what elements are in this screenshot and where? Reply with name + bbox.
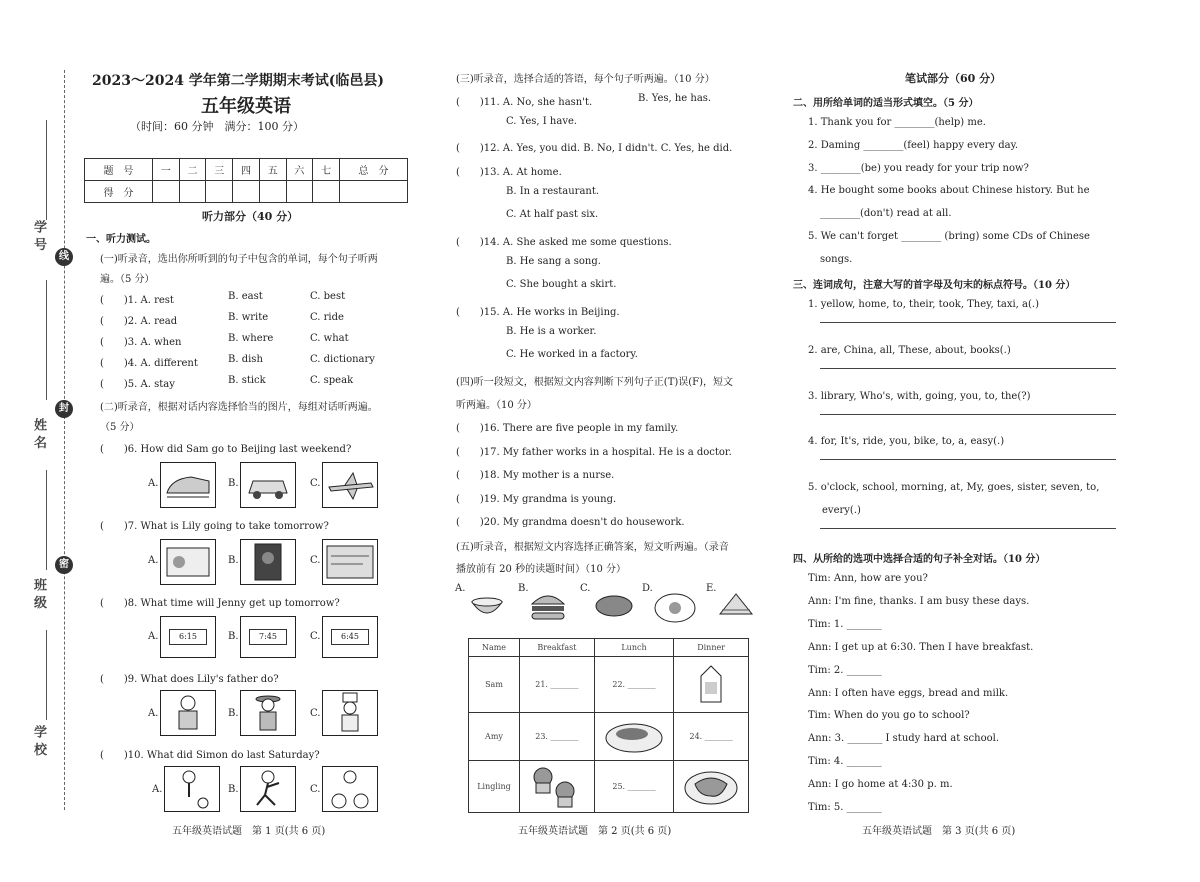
blank-25[interactable]: 25. _______ <box>594 761 673 813</box>
score-head: 三 <box>206 159 233 181</box>
q15-a: ( )15. A. He works in Beijing. <box>456 307 620 318</box>
farmer-picture[interactable] <box>240 690 296 736</box>
score-head: 七 <box>313 159 340 181</box>
q14-c: C. She bought a skirt. <box>506 279 617 290</box>
part5-instruction: (五)听录音，根据短文内容选择正确答案，短文听两遍。（录音 <box>456 542 729 553</box>
q5: ( )5. A. stay <box>100 379 175 390</box>
score-cell[interactable] <box>340 181 408 203</box>
blank-21[interactable]: 21. _______ <box>520 657 595 713</box>
dialog-line: Ann: 3. _______ I study hard at school. <box>808 733 1000 744</box>
running-picture[interactable] <box>240 766 296 812</box>
q5-b: B. stick <box>228 375 266 386</box>
score-cell[interactable] <box>206 181 233 203</box>
q1-c: C. best <box>310 291 346 302</box>
q9: ( )9. What does Lily's father do? <box>100 674 279 685</box>
answer-line-4[interactable] <box>820 459 1116 460</box>
q16: ( )16. There are five people in my family. <box>456 423 679 434</box>
meal-name: Lingling <box>469 761 520 813</box>
q7: ( )7. What is Lily going to take tomorrow? <box>100 521 329 532</box>
hamburger-picture[interactable] <box>528 588 568 624</box>
chicken-picture[interactable] <box>592 588 636 622</box>
clock-c[interactable] <box>322 616 378 658</box>
fill-1: 1. Thank you for ________(help) me. <box>808 117 986 128</box>
q20: ( )20. My grandma doesn't do housework. <box>456 517 685 528</box>
part5-instruction-2: 播放前有 20 秒的读题时间）（10 分） <box>456 564 626 575</box>
q3: ( )3. A. when <box>100 337 182 348</box>
fill-5: 5. We can't forget ________ (bring) some CDs of Chinese <box>808 231 1090 242</box>
fill-5-cont: songs. <box>820 254 853 265</box>
seal-feng: 封 <box>55 400 73 418</box>
binding-dashed-line <box>64 70 65 810</box>
score-cell[interactable] <box>286 181 313 203</box>
dialog-line: Ann: I'm fine, thanks. I am busy these days. <box>808 596 1030 607</box>
milk-cell <box>674 657 749 713</box>
clock-a-time: 6:15 <box>169 629 207 645</box>
option-b: B. <box>228 708 239 719</box>
fill-4: 4. He bought some books about Chinese history. But he <box>808 185 1090 196</box>
part4-instruction: (四)听一段短文，根据短文内容判断下列句子正(T)误(F)，短文 <box>456 377 734 388</box>
q11-b: B. Yes, he has. <box>638 93 712 104</box>
food-option-a-label: A. <box>455 583 466 594</box>
section3-title: 三、连词成句，注意大写的首字母及句末的标点符号。（10 分） <box>793 280 1076 291</box>
meal-table <box>468 638 749 813</box>
dialog-line: Tim: 5. _______ <box>808 802 882 813</box>
meal-head: Breakfast <box>520 639 595 657</box>
score-cell[interactable] <box>259 181 286 203</box>
option-b: B. <box>228 784 239 795</box>
dialog-line: Tim: 1. _______ <box>808 619 882 630</box>
q5-c: C. speak <box>310 375 354 386</box>
sandwich-picture[interactable] <box>716 588 756 622</box>
noodles-picture[interactable] <box>468 588 506 624</box>
meal-head: Lunch <box>594 639 673 657</box>
q11-a: ( )11. A. No, she hasn't. <box>456 97 593 108</box>
answer-line-3[interactable] <box>820 414 1116 415</box>
margin-line <box>46 630 47 720</box>
option-b: B. <box>228 631 239 642</box>
dialog-line: Tim: 2. _______ <box>808 665 882 676</box>
q12: ( )12. A. Yes, you did. B. No, I didn't. C. Yes, he did. <box>456 143 733 154</box>
part2-instruction: (二)听录音，根据对话内容选择恰当的图片，每组对话听两遍。 <box>100 402 378 413</box>
clock-a[interactable] <box>160 616 216 658</box>
option-a: A. <box>148 555 159 566</box>
score-head: 题 号 <box>85 159 153 181</box>
score-cell[interactable] <box>233 181 260 203</box>
worker-picture[interactable] <box>160 690 216 736</box>
answer-line-5[interactable] <box>820 528 1116 529</box>
q4-c: C. dictionary <box>310 354 375 365</box>
score-cell[interactable] <box>152 181 179 203</box>
dialog-line: Ann: I often have eggs, bread and milk. <box>808 688 1009 699</box>
q1: ( )1. A. rest <box>100 295 174 306</box>
football-picture[interactable] <box>164 766 220 812</box>
score-cell[interactable] <box>179 181 206 203</box>
word-order-4: 4. for, It's, ride, you, bike, to, a, easy(.) <box>808 436 1005 447</box>
option-a: A. <box>148 708 159 719</box>
plane-picture[interactable] <box>322 462 378 508</box>
q14-a: ( )14. A. She asked me some questions. <box>456 237 672 248</box>
part1-instruction: (一)听录音，选出你所听到的句子中包含的单词，每个句子听两 <box>100 254 378 265</box>
part4-instruction-2: 听两遍。（10 分） <box>456 400 537 411</box>
q2-b: B. write <box>228 312 269 323</box>
option-a: A. <box>148 478 159 489</box>
steak-cell <box>674 761 749 813</box>
exam-time: （时间：60 分钟 满分：100 分） <box>130 120 304 133</box>
q17: ( )17. My father works in a hospital. He is a doctor. <box>456 447 732 458</box>
clock-b[interactable] <box>240 616 296 658</box>
margin-line <box>46 470 47 570</box>
blank-23[interactable]: 23. _______ <box>520 713 595 761</box>
blank-24[interactable]: 24. _______ <box>674 713 749 761</box>
part1-title: 一、听力测试。 <box>86 234 156 245</box>
option-c: C. <box>310 784 321 795</box>
score-label: 得 分 <box>85 181 153 203</box>
option-a: A. <box>148 631 159 642</box>
q15-b: B. He is a worker. <box>506 326 597 337</box>
fill-3: 3. ________(be) you ready for your trip now? <box>808 163 1029 174</box>
word-order-2: 2. are, China, all, These, about, books(.) <box>808 345 1011 356</box>
score-head: 五 <box>259 159 286 181</box>
score-head: 总 分 <box>340 159 408 181</box>
food-option-c-label: C. <box>580 583 591 594</box>
option-c: C. <box>310 555 321 566</box>
written-section-title: 笔试部分（60 分） <box>905 72 1002 85</box>
car-picture[interactable] <box>240 462 296 508</box>
seal-xian: 线 <box>55 248 73 266</box>
part3-instruction: (三)听录音，选择合适的答语，每个句子听两遍。（10 分） <box>456 74 715 85</box>
dialog-line: Tim: When do you go to school? <box>808 710 970 721</box>
cycling-picture[interactable] <box>322 766 378 812</box>
exam-subject: 五年级英语 <box>201 96 291 117</box>
q11-c: C. Yes, I have. <box>506 116 578 127</box>
food-option-e-label: E. <box>706 583 717 594</box>
egg-picture[interactable] <box>652 586 698 626</box>
q19: ( )19. My grandma is young. <box>456 494 617 505</box>
option-c: C. <box>310 478 321 489</box>
word-order-1: 1. yellow, home, to, their, took, They, taxi, a(.) <box>808 299 1039 310</box>
option-c: C. <box>310 708 321 719</box>
blank-22[interactable]: 22. _______ <box>594 657 673 713</box>
label-name: 姓 名 <box>31 418 46 449</box>
part1-instruction-2: 遍。（5 分） <box>100 274 155 285</box>
ticket-picture[interactable] <box>322 539 378 585</box>
meal-head: Name <box>469 639 520 657</box>
q10: ( )10. What did Simon do last Saturday? <box>100 750 320 761</box>
option-a: A. <box>152 784 163 795</box>
listening-section-title: 听力部分（40 分） <box>202 210 299 223</box>
dialog-line: Tim: 4. _______ <box>808 756 882 767</box>
option-b: B. <box>228 555 239 566</box>
q4-b: B. dish <box>228 354 263 365</box>
clock-b-time: 7:45 <box>249 629 287 645</box>
q13-c: C. At half past six. <box>506 209 599 220</box>
food-option-b-label: B. <box>518 583 529 594</box>
q13-b: B. In a restaurant. <box>506 186 600 197</box>
food-option-d-label: D. <box>642 583 653 594</box>
part2-instruction-2: （5 分） <box>100 422 140 433</box>
seal-mi: 密 <box>55 556 73 574</box>
score-head: 一 <box>152 159 179 181</box>
score-head: 六 <box>286 159 313 181</box>
dialog-line: Ann: I go home at 4:30 p. m. <box>808 779 953 790</box>
label-school: 学 校 <box>31 725 46 756</box>
train-picture[interactable] <box>160 462 216 508</box>
option-c: C. <box>310 631 321 642</box>
exam-title: 2023～2024 学年第二学期期末考试(临邑县) <box>92 73 385 89</box>
margin-line <box>46 120 47 220</box>
answer-line-1[interactable] <box>820 322 1116 323</box>
fish-plate-picture <box>602 716 666 756</box>
word-order-5: 5. o'clock, school, morning, at, My, goes, sister, seven, to, <box>808 482 1100 493</box>
steak-picture <box>681 764 741 808</box>
score-cell[interactable] <box>313 181 340 203</box>
meal-name: Amy <box>469 713 520 761</box>
dialog-line: Tim: Ann, how are you? <box>808 573 928 584</box>
answer-line-2[interactable] <box>820 368 1116 369</box>
milk-carton-picture <box>691 662 731 706</box>
q18: ( )18. My mother is a nurse. <box>456 470 615 481</box>
q2-c: C. ride <box>310 312 344 323</box>
q13-a: ( )13. A. At home. <box>456 167 562 178</box>
q3-b: B. where <box>228 333 274 344</box>
label-student-number: 学 号 <box>31 220 46 251</box>
q3-c: C. what <box>310 333 349 344</box>
footer-page-2: 五年级英语试题 第 2 页(共 6 页) <box>518 826 672 837</box>
section4-title: 四、从所给的选项中选择合适的句子补全对话。（10 分） <box>793 554 1046 565</box>
fill-4-cont: ________(don't) read at all. <box>820 208 952 219</box>
q6: ( )6. How did Sam go to Beijing last weekend? <box>100 444 352 455</box>
q15-c: C. He worked in a factory. <box>506 349 638 360</box>
q2: ( )2. A. read <box>100 316 178 327</box>
fill-2: 2. Daming ________(feel) happy every day. <box>808 140 1019 151</box>
score-head: 四 <box>233 159 260 181</box>
word-order-5-cont: every(.) <box>822 505 861 516</box>
dialog-line: Ann: I get up at 6:30. Then I have breakfast. <box>808 642 1034 653</box>
fish-cell <box>594 713 673 761</box>
q1-b: B. east <box>228 291 263 302</box>
footer-page-3: 五年级英语试题 第 3 页(共 6 页) <box>862 826 1016 837</box>
meal-name: Sam <box>469 657 520 713</box>
cupcake-cell <box>520 761 595 813</box>
margin-line <box>46 280 47 400</box>
score-head: 二 <box>179 159 206 181</box>
cupcakes-picture <box>527 763 587 809</box>
q8: ( )8. What time will Jenny get up tomorrow? <box>100 598 340 609</box>
passport-picture[interactable] <box>240 539 296 585</box>
meal-head: Dinner <box>674 639 749 657</box>
q4: ( )4. A. different <box>100 358 198 369</box>
q14-b: B. He sang a song. <box>506 256 601 267</box>
section2-title: 二、用所给单词的适当形式填空。（5 分） <box>793 98 979 109</box>
cook-picture[interactable] <box>322 690 378 736</box>
label-class: 班 级 <box>31 578 46 609</box>
word-order-3: 3. library, Who's, with, going, you, to, the(?) <box>808 391 1031 402</box>
option-b: B. <box>228 478 239 489</box>
score-table <box>84 158 408 203</box>
id-card-picture[interactable] <box>160 539 216 585</box>
footer-page-1: 五年级英语试题 第 1 页(共 6 页) <box>172 826 326 837</box>
clock-c-time: 6:45 <box>331 629 369 645</box>
